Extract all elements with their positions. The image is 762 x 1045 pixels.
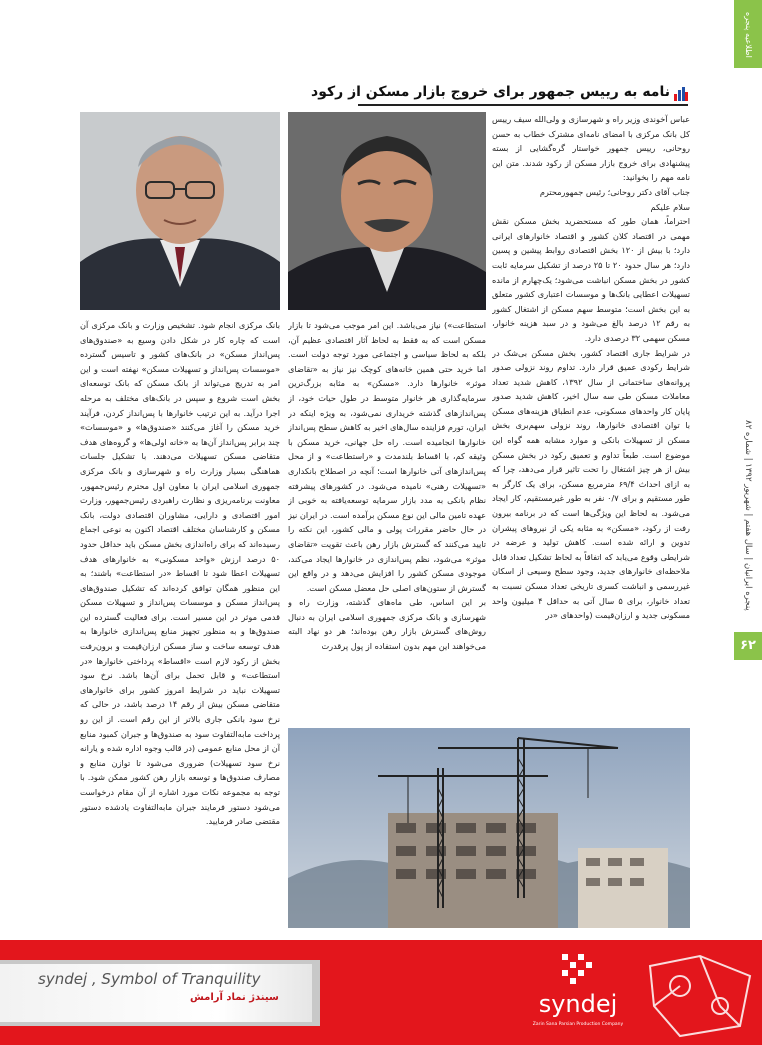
portrait-glasses-image — [80, 112, 280, 310]
construction-image — [288, 728, 690, 928]
brand-name: syndej — [538, 990, 618, 1018]
text-column-middle — [288, 318, 486, 720]
text-column-left — [80, 318, 280, 928]
brand-logo — [528, 952, 628, 1036]
bottom-photo — [288, 728, 690, 928]
text-column-right — [492, 112, 690, 724]
paragraph: در شرایط جاری اقتصاد کشور، بخش مسکن بی‌شک در شرایط رکودی عمیق قرار دارد. تداوم روند نزولی صدور پروانه‌های ساختمانی از سال ۱۳۹۲، کاهش شدید تعداد معاملات مسکن طی سه سال اخیر، کاهش شدید صدور پایان کار واحدهای مسکونی، عدم انطباق هزینه‌های مسکن با توان اقتصادی خانوارها، روند نزولی سهم‌بری بخش مسکن از تسهیلات بانکی و موارد مشابه همه گواه این موضوع است. طبعاً تداوم و تعمیق رکود در بخش مسکن بیش از هر چیز اشتغال را تحت تاثیر قرار می‌دهد، چرا که به ازای احداث ۶۹/۴ مترمربع مسکن، برای یک کارگر به طور مستقیم و برای ۰/۷ نفر به طور غیرمستقیم، کار ایجاد می‌شود. به لحاظ این ویژگی‌ها است که در برنامه بیرون رفت از رکود، «مسکن» به مثابه یکی از نیروهای پیشران تدوین و ارائه شده است. کاهش تولید و عرضه در شرایطی وقوع می‌یابد که اتفاقاً به لحاظ تشکیل تعداد قابل ملاحظه‌ای خانوارهای جدید، وجود سطح وسیعی از اسکان غیررسمی و انباشت کسری تاریخی تعداد مسکن نسبت به تعداد خانوار، برای ۵ سال آتی به حداقل ۴ میلیون واحد مسکونی جدید و ارزان‌قیمت (واحدهای «در — [492, 347, 690, 621]
slogan-english: syndej , Symbol of Tranquility — [38, 970, 261, 988]
advertisement-footer — [0, 940, 762, 1045]
article-title: نامه به رییس جمهور برای خروج بازار مسکن از رکود — [311, 84, 670, 100]
issue-info: پنجره ایرانیان | سال هفتم | شهریور ۱۳۹۲ | شماره ۸۲ — [743, 419, 753, 611]
brand-tagline: Zarin Sana Parsian Production Company — [532, 1022, 624, 1027]
page-number: ۶۲ — [734, 632, 762, 660]
slogan-persian: سیندژ نماد آرامش — [190, 992, 279, 1003]
article-title-row — [311, 84, 688, 104]
salutation-line: جناب آقای دکتر روحانی؛ رئیس جمهورمحترم — [539, 186, 690, 197]
section-tab-label: اطلاعیه پنجره — [744, 12, 753, 58]
paragraph: بر این اساس، طی ماه‌های گذشته، وزارت راه و شهرسازی و بانک مرکزی جمهوری اسلامی ایران به دنبال روش‌های گسترش بازار رهن بوده‌اند؛ هر دو نهاد البته می‌خواهند این مهم بدون استفاده از پول پرقدرت — [288, 597, 486, 652]
paragraph: بانک مرکزی انجام شود. تشخیص وزارت و بانک مرکزی آن است که چاره کار در شکل دادن وسیع به «صندوق‌های پس‌انداز مسکن» در بانک‌های کشور و تاسیس گسترده «موسسات پس‌انداز و تسهیلات مسکن» نهفته است و این امر به تدریج می‌تواند از بانک مسکن که بانک توسعه‌ای بخش است شروع و سپس در بانک‌های مختلف به مرحله اجرا درآید. به این ترتیب خانوارها با پس‌انداز کردن، فرآیند خرید مسکن را آغاز می‌کنند «صندوق‌ها» و «موسسات» چند برابر پس‌انداز آن‌ها به «خانه اولی‌ها» و گروه‌های هدف متقاضی مسکن تسهیلات می‌دهند. با تشکیل جلسات هماهنگی بسیار وزارت راه و شهرسازی و بانک مرکزی جمهوری اسلامی ایران با معاون اول محترم رئیس‌جمهور، معاونت برنامه‌ریزی و نظارت راهبردی رئیس‌جمهور، وزارت امور اقتصادی و دارایی، مشاوران اقتصادی دولت، بانک مسکن و کارشناسان مختلف اقتصاد اکنون به نوعی اجماع رسیده‌اند که برای راه‌اندازی بخش مسکن باید حداقل حدود ۵۰ درصد ارزش «واحد مسکونی» به خانوارهای هدف تسهیلات اعطا شود تا اقساط «در استطاعت» باشند؛ به این منظور همگان توافق کرده‌اند که تشکیل صندوق‌های پس‌انداز مسکن و موسسات پس‌انداز و تسهیلات مسکن قدمی موثر در این مسیر است. برای فعالیت گسترده این صندوق‌ها و به منظور تجهیز منابع پس‌اندازی خانوارها به هدف توسعه ساخت و ساز مسکن ارزان‌قیمت و برون‌رفت بخش از رکود لازم است «اقساط» پرداختی خانوارها «در استطاعت» و قابل تحمل برای آن‌ها باشد. نرخ سود تسهیلات نباید در شرایط امروز کشور برای خانوارهای متقاضی مسکن بیش از رقم ۱۴ درصد باشد، در حالی که نرخ سود بانکی جاری بالاتر از این رقم است. از این رو پرداخت مابه‌التفاوت سود به صندوق‌ها و جبران کمبود منابع آن از محل منابع عمومی (در قالب وجوه اداره شده و یارانه نرخ سود تسهیلات) ضروری می‌شود تا توازن منابع و مصارف صندوق‌ها و توسعه بازار رهن کشور ممکن شود. با توجه به مجموعه نکات مورد اشاره از آن مقام درخواست می‌شود دستور فرمایند جبران مابه‌التفاوت یادشده دستور مقتضی صادر فرمایید. — [80, 320, 280, 827]
paragraph: استطاعت») نیاز می‌باشد. این امر موجب می‌شود تا بازار مسکن است که به فقط به لحاظ آثار اقتصادی عظیم آن، بلکه به لحاظ سیاسی و اجتماعی مورد توجه دولت است. اما خرید حتی همین خانه‌های کوچک نیز نیاز به «تقاضای موثر» خانوارها دارد. «مسکن» به مثابه بزرگ‌ترین سرمایه‌گذاری هر خانوار متوسط در طول حیات خود، از پس‌اندازهای گذشته خریداری نمی‌شود، به ویژه اینکه در ایران، تورم فزاینده سال‌های اخیر به کاهش سطح پس‌انداز خانوارها انجامیده است. راه حل جهانی، خرید مسکن با وثیقه کم، با اقساط بلندمدت و «راستطاعت» و از محل پس‌اندازهای آتی خانوارها است؛ آنچه در اصطلاح بانکداری «تسهیلات رهنی» نامیده می‌شود. در کشورهای پیشرفته نظام بانکی به مدد بازار سرمایه توسعه‌یافته به خوبی از عهده تامین مالی این نوع مسکن برآمده است. در ایران نیز در حال حاضر مقررات پولی و مالی کشور، این نکته را تایید می‌کنند که گسترش بازار رهن باعث تقویت «تقاضای موثر» می‌شود، نظم پس‌اندازی در خانوارها ایجاد می‌کند، موجودی مسکن کشور را افزایش می‌دهد و در واقع این گسترش از ستون‌های اصلی حل معضل مسکن است. — [288, 320, 486, 593]
left-photo — [80, 112, 280, 310]
syndej-logo-icon — [558, 952, 598, 988]
portrait-suit-image — [288, 112, 486, 310]
hardware-illustration-icon — [640, 946, 762, 1042]
greeting-line: سلام علیکم — [650, 201, 690, 212]
bar-chart-icon — [674, 87, 688, 101]
side-strip — [734, 0, 762, 940]
right-photo — [288, 112, 486, 310]
section-tab — [734, 0, 762, 68]
title-divider — [358, 104, 688, 106]
paragraph-intro: عباس آخوندی وزیر راه و شهرسازی و ولی‌الله سیف رییس کل بانک مرکزی با امضای نامه‌ای مشترک خطاب به حسن روحانی، رییس جمهور خواستار گره‌گشایی از بسته پیشنهادی برای خروج بازار مسکن از رکود شدند. متن این نامه مهم را بخوانید: — [492, 114, 690, 183]
paragraph: احتراماً، همان طور که مستحضرید بخش مسکن نقش مهمی در اقتصاد کلان کشور و اقتصاد خانوارهای ایرانی دارد؛ با بیش از ۱۲۰ بخش اقتصادی روابط پیشین و پسین دارد؛ هر سال حدود ۲۰ تا ۲۵ درصد از تشکیل سرمایه ثابت کشور در بخش مسکن انباشت می‌شود؛ یک‌چهارم از مانده تسهیلات اعطایی بانک‌ها و موسسات اعتباری کشور متعلق به این بخش است؛ متوسط سهم مسکن از اشتغال کشور به رقم ۱۲ درصد بالغ می‌شود و در سبد هزینه خانوار، مسکن سهمی ۳۲ درصدی دارد. — [492, 216, 690, 343]
